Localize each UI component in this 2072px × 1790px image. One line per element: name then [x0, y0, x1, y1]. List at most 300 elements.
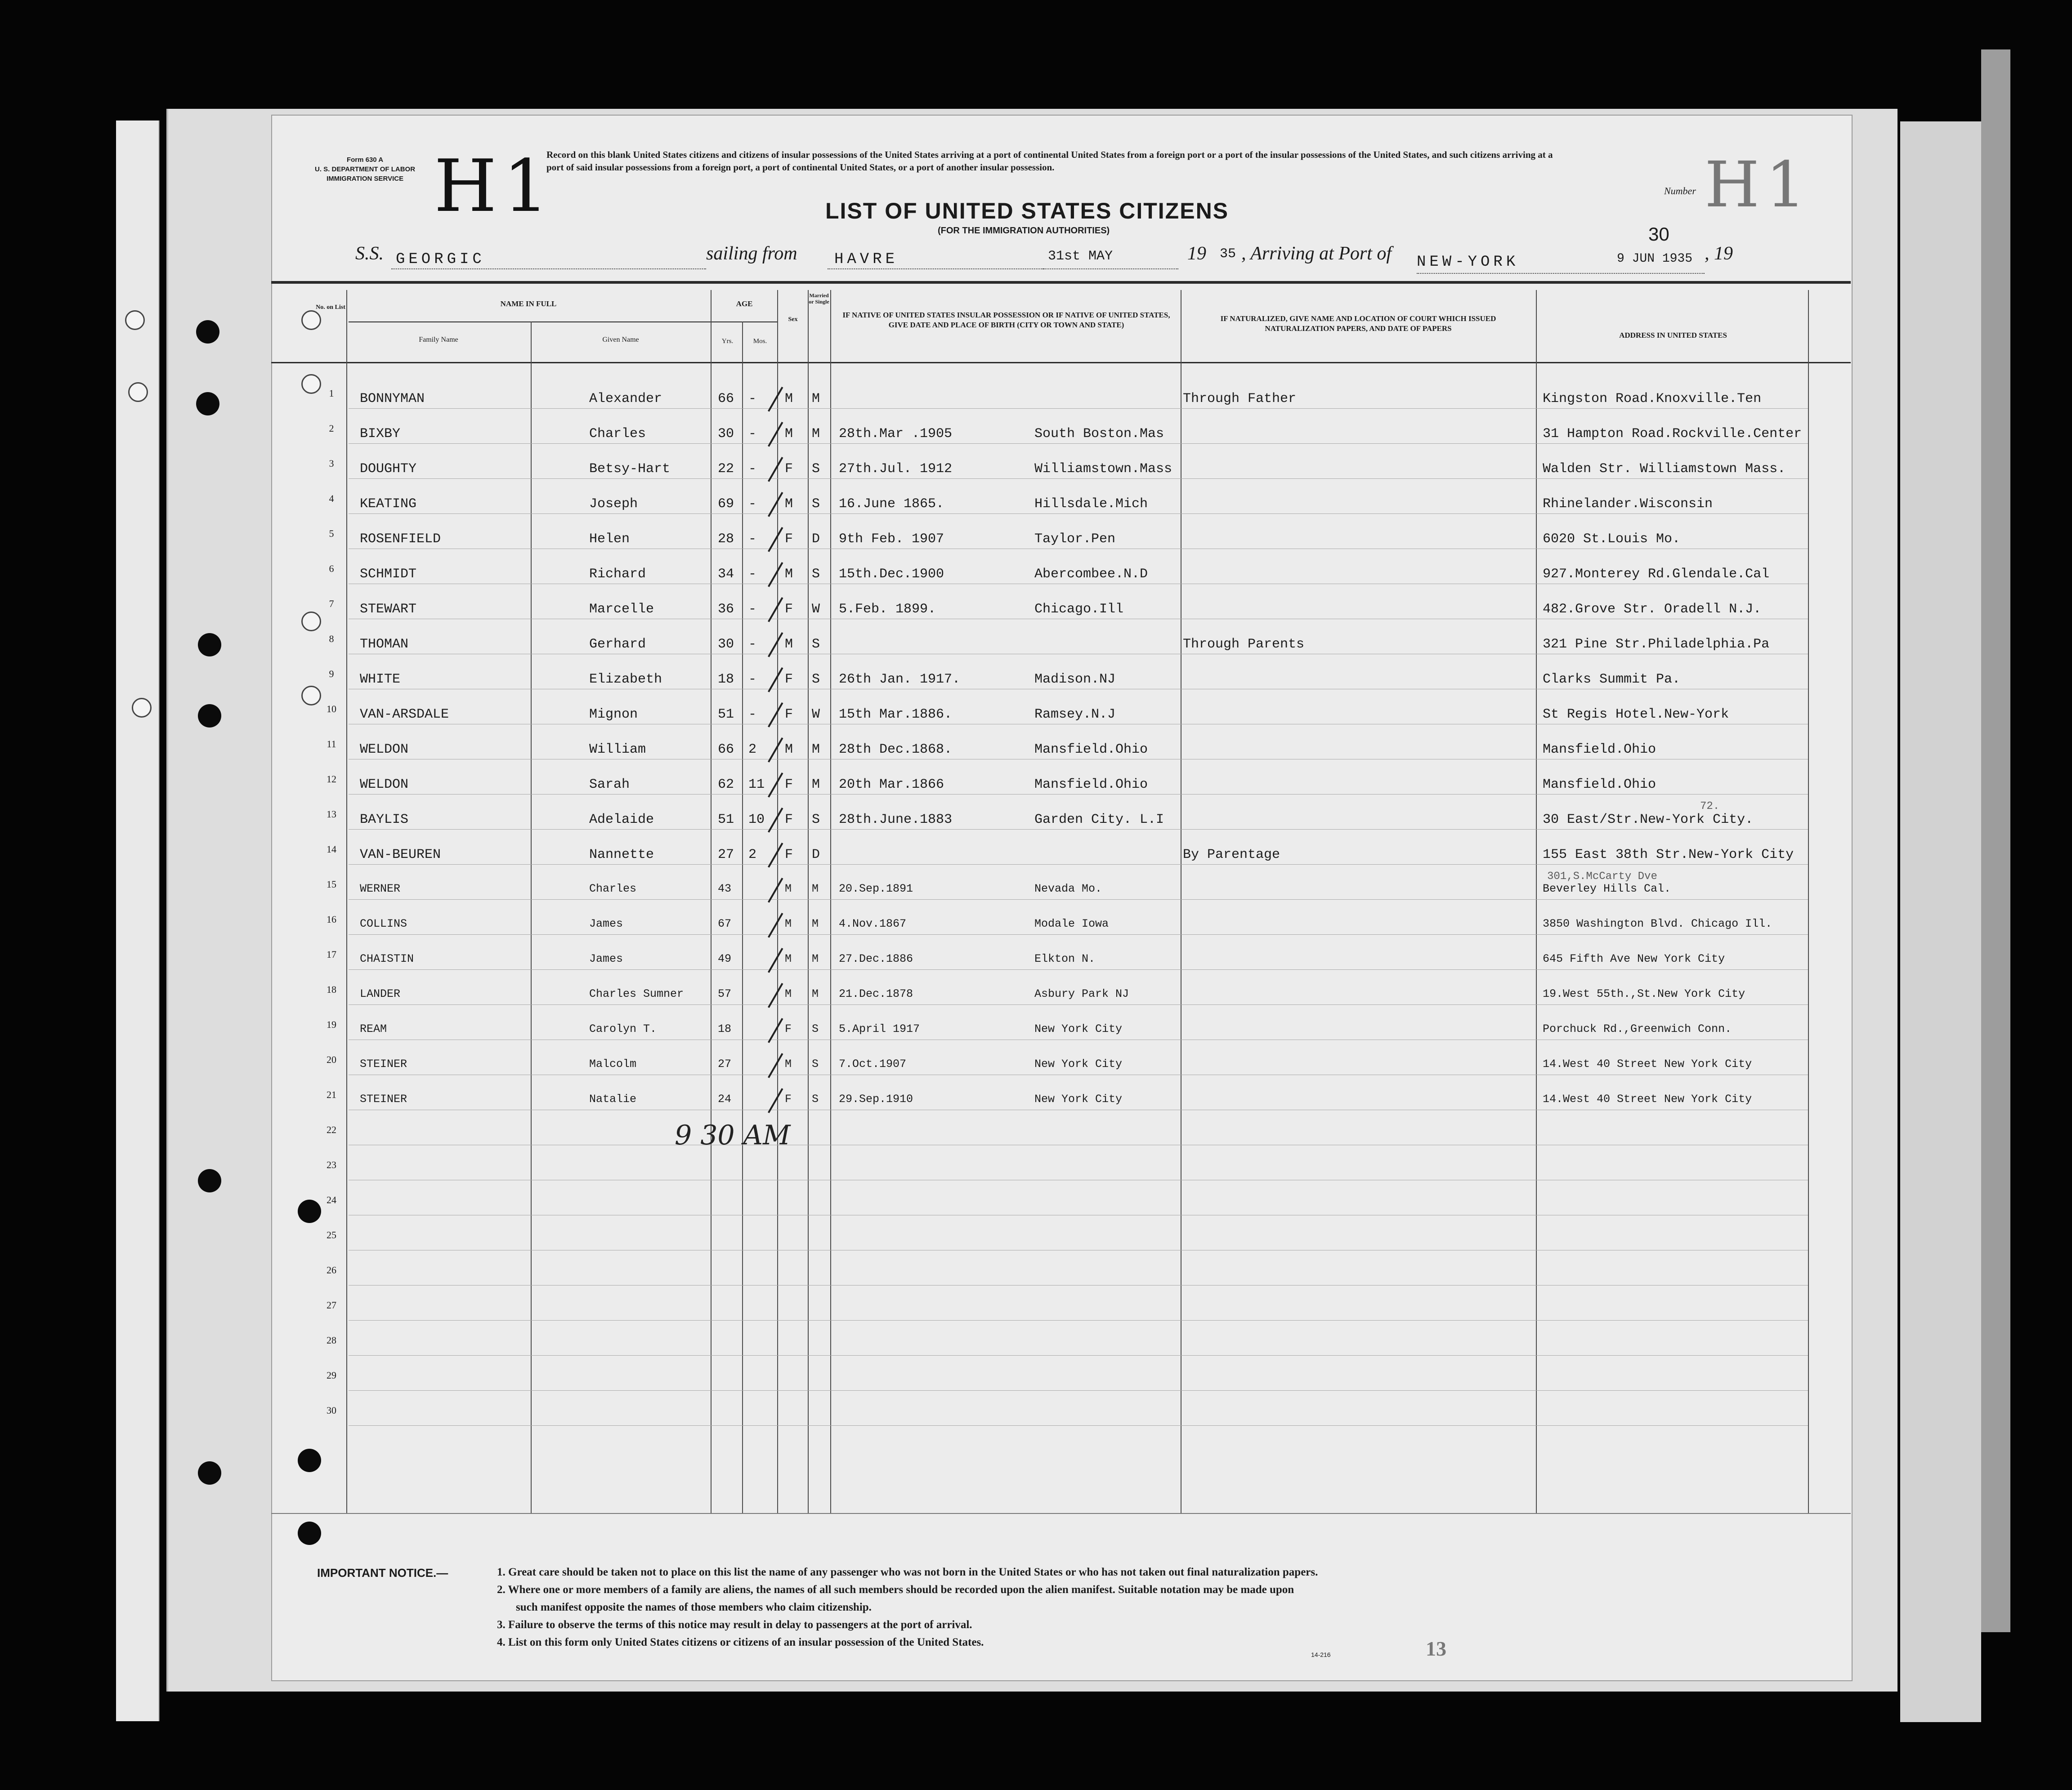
cell-bdate: 5.April 1917	[839, 1022, 920, 1036]
cell-family: VAN-BEUREN	[360, 847, 441, 862]
cell-yrs: 22	[718, 461, 734, 477]
cell-given: Charles	[589, 426, 646, 442]
cell-ms: S	[812, 461, 820, 477]
cell-given: Sarah	[589, 777, 630, 792]
cell-yrs: 62	[718, 777, 734, 792]
cell-yrs: 51	[718, 707, 734, 722]
row-number: 19	[327, 1019, 336, 1030]
cell-yrs: 43	[718, 882, 732, 895]
punch-hole	[196, 392, 219, 415]
row-rule	[349, 899, 1808, 900]
col-divider	[808, 290, 809, 1513]
cell-given: Mignon	[589, 707, 638, 722]
cell-sex: F	[785, 531, 793, 547]
cell-ms: D	[812, 531, 820, 547]
cell-bplace: Abercombee.N.D	[1034, 567, 1148, 582]
cell-ms: W	[812, 707, 820, 722]
row-number: 9	[329, 668, 334, 679]
row-number: 5	[329, 528, 334, 539]
cell-sex: F	[785, 461, 793, 477]
cell-ms: S	[812, 567, 820, 582]
departure-date: 31st MAY	[1048, 249, 1113, 264]
cell-yrs: 27	[718, 1058, 732, 1071]
cell-mos: -	[748, 531, 757, 547]
row-number: 27	[327, 1299, 336, 1311]
notice-item: 2. Where one or more members of a family are aliens, the names of all such members should be recorded upon the alien manifest. Suitable notation may be made upon	[497, 1584, 1294, 1596]
row-rule	[349, 794, 1808, 795]
cell-ms: S	[812, 496, 820, 512]
cell-mos: 11	[748, 777, 765, 792]
page-subtitle: (FOR THE IMMIGRATION AUTHORITIES)	[938, 226, 1110, 236]
col-sex-header: Sex	[788, 316, 798, 323]
port-dotline	[1417, 273, 1705, 274]
cell-bdate: 20.Sep.1891	[839, 882, 913, 895]
page-edge	[1900, 121, 1981, 1722]
cell-given: Charles Sumner	[589, 987, 684, 1000]
row-number: 17	[327, 949, 336, 960]
cell-given: Carolyn T.	[589, 1022, 657, 1036]
cell-sex: F	[785, 777, 793, 792]
cell-bdate: 29.Sep.1910	[839, 1093, 913, 1106]
row-rule	[349, 1425, 1808, 1426]
cell-family: CHAISTIN	[360, 952, 414, 965]
cell-addr: 321 Pine Str.Philadelphia.Pa	[1543, 637, 1770, 652]
age-subheader-rule	[715, 321, 778, 322]
cell-mos: -	[748, 496, 757, 512]
form-code: 14-216	[1311, 1651, 1331, 1658]
cell-yrs: 28	[718, 531, 734, 547]
cell-ms: M	[812, 952, 819, 965]
cell-family: WERNER	[360, 882, 401, 895]
row-number: 28	[327, 1335, 336, 1346]
cell-family: VAN-ARSDALE	[360, 707, 449, 722]
cell-bdate: 9th Feb. 1907	[839, 531, 944, 547]
cell-family: BAYLIS	[360, 812, 409, 827]
punch-hole	[128, 382, 148, 402]
row-number: 25	[327, 1229, 336, 1241]
cell-given: Charles	[589, 882, 637, 895]
row-rule	[349, 478, 1808, 479]
ship-label: S.S.	[355, 243, 384, 264]
cell-nat: Through Father	[1183, 391, 1297, 406]
cell-given: Marcelle	[589, 602, 654, 617]
cell-bplace: Hillsdale.Mich	[1034, 496, 1148, 512]
row-number: 6	[329, 563, 334, 574]
cell-ms: S	[812, 1022, 819, 1036]
notice-item: 4. List on this form only United States citizens or citizens of an insular possession of the United States.	[497, 1636, 984, 1648]
year-suffix: 35	[1220, 246, 1236, 262]
cell-ms: M	[812, 391, 820, 406]
cell-yrs: 51	[718, 812, 734, 827]
cell-mos: -	[748, 602, 757, 617]
cell-family: DOUGHTY	[360, 461, 417, 477]
punch-hole	[301, 612, 321, 631]
row-rule	[349, 1004, 1808, 1005]
cell-bdate: 27.Dec.1886	[839, 952, 913, 965]
cell-addr: Rhinelander.Wisconsin	[1543, 496, 1713, 512]
col-no-header: No. on List	[316, 304, 345, 311]
cell-mos: 2	[748, 847, 757, 862]
cell-ms: S	[812, 672, 820, 687]
col-divider	[830, 290, 831, 1513]
cell-bplace: Asbury Park NJ	[1034, 987, 1129, 1000]
row-number: 22	[327, 1124, 336, 1135]
cell-addr: Beverley Hills Cal.	[1543, 882, 1671, 895]
year-prefix: 19	[1187, 243, 1206, 264]
cell-mos: -	[748, 426, 757, 442]
cell-given: Alexander	[589, 391, 662, 406]
cell-bplace: Modale Iowa	[1034, 917, 1109, 930]
table-bottom-rule	[271, 1513, 1851, 1514]
cell-given: Richard	[589, 567, 646, 582]
row-rule	[349, 1320, 1808, 1321]
col-divider	[742, 321, 743, 1513]
row-rule	[349, 443, 1808, 444]
row-number: 8	[329, 633, 334, 644]
col-yrs-header: Yrs.	[721, 338, 734, 345]
cell-bplace: Chicago.Ill	[1034, 602, 1124, 617]
cell-yrs: 24	[718, 1093, 732, 1106]
stamp-number: 30	[1648, 223, 1669, 245]
cell-yrs: 66	[718, 391, 734, 406]
row-rule	[349, 829, 1808, 830]
cell-sex: F	[785, 672, 793, 687]
cell-ms: M	[812, 917, 819, 930]
cell-yrs: 57	[718, 987, 732, 1000]
cell-bdate: 5.Feb. 1899.	[839, 602, 936, 617]
ship-name	[396, 246, 485, 268]
cell-bdate: 20th Mar.1866	[839, 777, 944, 792]
cell-mos: -	[748, 391, 757, 406]
page-number: 13	[1426, 1637, 1446, 1660]
row-rule	[349, 1390, 1808, 1391]
row-number: 12	[327, 773, 336, 785]
cell-family: THOMAN	[360, 637, 409, 652]
cell-addr: Porchuck Rd.,Greenwich Conn.	[1543, 1022, 1732, 1036]
row-number: 10	[327, 703, 336, 714]
header-top-rule	[271, 281, 1851, 284]
cell-bplace: Nevada Mo.	[1034, 882, 1102, 895]
department-name: U. S. DEPARTMENT OF LABOR	[315, 165, 416, 173]
cell-sex: F	[785, 602, 793, 617]
departure-port	[834, 246, 898, 268]
row-number: 14	[327, 844, 336, 855]
cell-given: Joseph	[589, 496, 638, 512]
cell-ms: W	[812, 602, 820, 617]
name-subheader-rule	[349, 321, 744, 322]
cell-yrs: 67	[718, 917, 732, 930]
cell-given: James	[589, 952, 623, 965]
cell-given: Natalie	[589, 1093, 637, 1106]
ship-dotline	[391, 268, 706, 269]
page-title: LIST OF UNITED STATES CITIZENS	[825, 198, 1229, 223]
punch-hole	[196, 320, 219, 344]
form-identifier	[315, 155, 415, 183]
cell-family: WHITE	[360, 672, 401, 687]
punch-hole	[125, 310, 145, 330]
cell-bdate: 4.Nov.1867	[839, 917, 907, 930]
arriving-label: , Arriving at Port of	[1241, 243, 1392, 264]
cell-given: Betsy-Hart	[589, 461, 671, 477]
col-naturalized-header: IF NATURALIZED, GIVE NAME AND LOCATION OF COURT WHICH ISSUED NATURALIZATION PAPERS, AND DATE OF PAPERS	[1220, 314, 1496, 333]
notice-item: such manifest opposite the names of those members who claim citizenship.	[516, 1601, 872, 1613]
cell-ms: M	[812, 987, 819, 1000]
punch-hole	[298, 1522, 321, 1545]
punch-hole	[298, 1200, 321, 1223]
cell-addr2: 72.	[1700, 800, 1720, 812]
cell-bdate: 27th.Jul. 1912	[839, 461, 953, 477]
citizens-list-form	[271, 115, 1853, 1681]
row-number: 1	[329, 388, 334, 399]
cell-sex: F	[785, 812, 793, 827]
cell-family: KEATING	[360, 496, 417, 512]
cell-ms: S	[812, 1093, 819, 1106]
cell-ms: S	[812, 637, 820, 652]
cell-yrs: 49	[718, 952, 732, 965]
col-birth-header: IF NATIVE OF UNITED STATES INSULAR POSSESSION OR IF NATIVE OF UNITED STATES, GIVE DATE AND PLACE OF BIRTH (CITY OR TOWN AND STATE)	[842, 311, 1170, 329]
punch-hole	[301, 374, 321, 394]
cell-bplace: Taylor.Pen	[1034, 531, 1116, 547]
handwritten-number: H1	[1705, 148, 1812, 222]
row-number: 26	[327, 1264, 336, 1276]
cell-addr: Mansfield.Ohio	[1543, 742, 1656, 757]
cell-family: WELDON	[360, 777, 409, 792]
row-rule	[349, 408, 1808, 409]
row-number: 20	[327, 1054, 336, 1065]
cell-given: James	[589, 917, 623, 930]
form-number: Form 630 A	[346, 156, 384, 164]
cell-family: BIXBY	[360, 426, 401, 442]
cell-bplace: Garden City. L.I	[1034, 812, 1164, 827]
cell-sex: F	[785, 1022, 792, 1036]
cell-yrs: 30	[718, 637, 734, 652]
cell-family: STEINER	[360, 1058, 407, 1071]
service-name: IMMIGRATION SERVICE	[326, 175, 404, 183]
notice-label: IMPORTANT NOTICE.—	[317, 1566, 448, 1580]
cell-family: STEINER	[360, 1093, 407, 1106]
cell-bdate: 28th.June.1883	[839, 812, 953, 827]
cell-sex: M	[785, 426, 793, 442]
cell-bplace: New York City	[1034, 1093, 1123, 1106]
cell-ms: D	[812, 847, 820, 862]
row-number: 21	[327, 1089, 336, 1100]
departure-port-value: HAVRE	[834, 251, 899, 268]
cell-addr2: 301,S.McCarty Dve	[1547, 870, 1657, 883]
cell-given: Gerhard	[589, 637, 646, 652]
cell-mos: -	[748, 567, 757, 582]
punch-hole	[198, 1169, 221, 1192]
cell-ms: S	[812, 812, 820, 827]
row-number: 13	[327, 808, 336, 820]
row-number: 7	[329, 598, 334, 609]
cell-bdate: 16.June 1865.	[839, 496, 944, 512]
year-prefix-2: , 19	[1705, 243, 1733, 264]
col-divider	[531, 321, 532, 1513]
cell-sex: F	[785, 847, 793, 862]
cell-given: Helen	[589, 531, 630, 547]
handwritten-mark: H1	[434, 144, 555, 228]
cell-bdate: 21.Dec.1878	[839, 987, 913, 1000]
cell-mos: -	[748, 707, 757, 722]
row-number: 2	[329, 423, 334, 434]
cell-addr: Mansfield.Ohio	[1543, 777, 1656, 792]
cell-nat: By Parentage	[1183, 847, 1280, 862]
cell-addr: 3850 Washington Blvd. Chicago Ill.	[1543, 917, 1772, 930]
row-number: 16	[327, 914, 336, 925]
cell-sex: F	[785, 1093, 792, 1106]
col-address-header: ADDRESS IN UNITED STATES	[1619, 331, 1727, 339]
row-rule	[349, 934, 1808, 935]
cell-addr: Clarks Summit Pa.	[1543, 672, 1681, 687]
cell-mos: 2	[748, 742, 757, 757]
row-number: 3	[329, 458, 334, 469]
cell-family: ROSENFIELD	[360, 531, 441, 547]
cell-bdate: 15th.Dec.1900	[839, 567, 944, 582]
form-instructions: Record on this blank United States citizens and citizens of insular possessions of the United States arriving at a port of continental United States from a foreign port or a port of the insular possessions of the United States, and such citizens arriving at a port of said insular possessions from a foreign port, a port of continental United States, or a port of another insular possession.	[546, 149, 1553, 173]
punch-hole	[301, 686, 321, 705]
cell-addr: 645 Fifth Ave New York City	[1543, 952, 1725, 965]
cell-bplace: Mansfield.Ohio	[1034, 742, 1148, 757]
cell-given: William	[589, 742, 646, 757]
cell-bplace: Madison.NJ	[1034, 672, 1116, 687]
punch-hole	[132, 698, 152, 718]
notice-item: 3. Failure to observe the terms of this notice may result in delay to passengers at the port of arrival.	[497, 1619, 972, 1631]
cell-addr: Walden Str. Williamstown Mass.	[1543, 461, 1786, 477]
cell-ms: M	[812, 882, 819, 895]
col-name-header: NAME IN FULL	[500, 299, 557, 308]
cell-sex: F	[785, 707, 793, 722]
cell-yrs: 66	[718, 742, 734, 757]
cell-yrs: 18	[718, 672, 734, 687]
row-rule	[349, 1355, 1808, 1356]
cell-sex: M	[785, 391, 793, 406]
cell-sex: M	[785, 1058, 792, 1071]
cell-family: LANDER	[360, 987, 401, 1000]
col-married-header: Married or Single	[809, 292, 829, 305]
cell-addr: 14.West 40 Street New York City	[1543, 1058, 1752, 1071]
cell-sex: M	[785, 567, 793, 582]
page-edge	[1981, 49, 2010, 1632]
header-bottom-rule	[271, 362, 1851, 363]
cell-yrs: 34	[718, 567, 734, 582]
cell-yrs: 36	[718, 602, 734, 617]
number-label: Number	[1664, 185, 1696, 196]
cell-addr: 927.Monterey Rd.Glendale.Cal	[1543, 567, 1770, 582]
arrival-port	[1417, 249, 1519, 271]
cell-sex: M	[785, 917, 792, 930]
date-dotline	[1043, 268, 1178, 269]
col-divider	[777, 290, 778, 1513]
row-rule	[349, 969, 1808, 970]
sailing-label: sailing from	[706, 243, 797, 264]
cell-family: COLLINS	[360, 917, 407, 930]
cell-ms: M	[812, 426, 820, 442]
col-family-header: Family Name	[419, 336, 458, 344]
cell-addr: 30 East/Str.New-York City.	[1543, 812, 1754, 827]
punch-hole	[198, 633, 221, 656]
punch-hole	[298, 1449, 321, 1472]
row-number: 4	[329, 493, 334, 504]
arrival-date-stamp: 9 JUN 1935	[1617, 252, 1693, 266]
cell-sex: M	[785, 496, 793, 512]
col-age-header: AGE	[736, 299, 753, 308]
row-number: 18	[327, 984, 336, 995]
col-divider	[1536, 290, 1537, 1513]
cell-addr: 155 East 38th Str.New-York City	[1543, 847, 1794, 862]
cell-bdate: 15th Mar.1886.	[839, 707, 953, 722]
row-rule	[349, 513, 1808, 514]
cell-bplace: Mansfield.Ohio	[1034, 777, 1148, 792]
col-divider	[711, 290, 712, 1513]
handwritten-signature: 9 30 AM	[675, 1120, 791, 1151]
cell-addr: 31 Hampton Road.Rockville.Center	[1543, 426, 1802, 442]
cell-bdate: 28th.Mar .1905	[839, 426, 953, 442]
notice-item: 1. Great care should be taken not to place on this list the name of any passenger who was not born in the United States or who has not taken out final naturalization papers.	[497, 1566, 1318, 1578]
cell-mos: -	[748, 461, 757, 477]
cell-given: Malcolm	[589, 1058, 637, 1071]
cell-sex: M	[785, 742, 793, 757]
cell-bdate: 28th Dec.1868.	[839, 742, 953, 757]
cell-given: Adelaide	[589, 812, 654, 827]
cell-mos: -	[748, 672, 757, 687]
row-number: 30	[327, 1405, 336, 1416]
cell-ms: M	[812, 742, 820, 757]
row-number: 24	[327, 1194, 336, 1205]
cell-family: WELDON	[360, 742, 409, 757]
cell-mos: 10	[748, 812, 765, 827]
cell-family: SCHMIDT	[360, 567, 417, 582]
cell-mos: -	[748, 637, 757, 652]
cell-family: REAM	[360, 1022, 387, 1036]
cell-sex: M	[785, 952, 792, 965]
cell-addr: 6020 St.Louis Mo.	[1543, 531, 1681, 547]
cell-addr: 482.Grove Str. Oradell N.J.	[1543, 602, 1762, 617]
cell-bplace: New York City	[1034, 1058, 1123, 1071]
arrival-port-value: NEW-YORK	[1417, 254, 1519, 271]
cell-bplace: South Boston.Mas	[1034, 426, 1164, 442]
cell-bplace: Elkton N.	[1034, 952, 1096, 965]
cell-family: STEWART	[360, 602, 417, 617]
cell-yrs: 69	[718, 496, 734, 512]
cell-yrs: 18	[718, 1022, 732, 1036]
cell-bdate: 26th Jan. 1917.	[839, 672, 961, 687]
cell-addr: 14.West 40 Street New York City	[1543, 1093, 1752, 1106]
cell-bplace: Williamstown.Mass	[1034, 461, 1172, 477]
ship-name-value: GEORGIC	[396, 251, 485, 268]
cell-family: BONNYMAN	[360, 391, 425, 406]
punch-hole	[198, 704, 221, 728]
row-rule	[349, 1285, 1808, 1286]
cell-sex: M	[785, 882, 792, 895]
cell-ms: M	[812, 777, 820, 792]
row-number: 29	[327, 1370, 336, 1381]
cell-sex: M	[785, 987, 792, 1000]
binder-strip	[116, 121, 160, 1721]
cell-ms: S	[812, 1058, 819, 1071]
cell-bplace: New York City	[1034, 1022, 1123, 1036]
cell-given: Elizabeth	[589, 672, 662, 687]
cell-given: Nannette	[589, 847, 654, 862]
cell-bplace: Ramsey.N.J	[1034, 707, 1116, 722]
col-given-header: Given Name	[602, 336, 639, 344]
from-dotline	[828, 268, 1043, 269]
cell-bdate: 7.Oct.1907	[839, 1058, 907, 1071]
col-mos-header: Mos.	[753, 338, 767, 345]
row-number: 15	[327, 879, 336, 890]
cell-addr: 19.West 55th.,St.New York City	[1543, 987, 1745, 1000]
cell-addr: Kingston Road.Knoxville.Ten	[1543, 391, 1762, 406]
col-divider	[346, 290, 347, 1513]
